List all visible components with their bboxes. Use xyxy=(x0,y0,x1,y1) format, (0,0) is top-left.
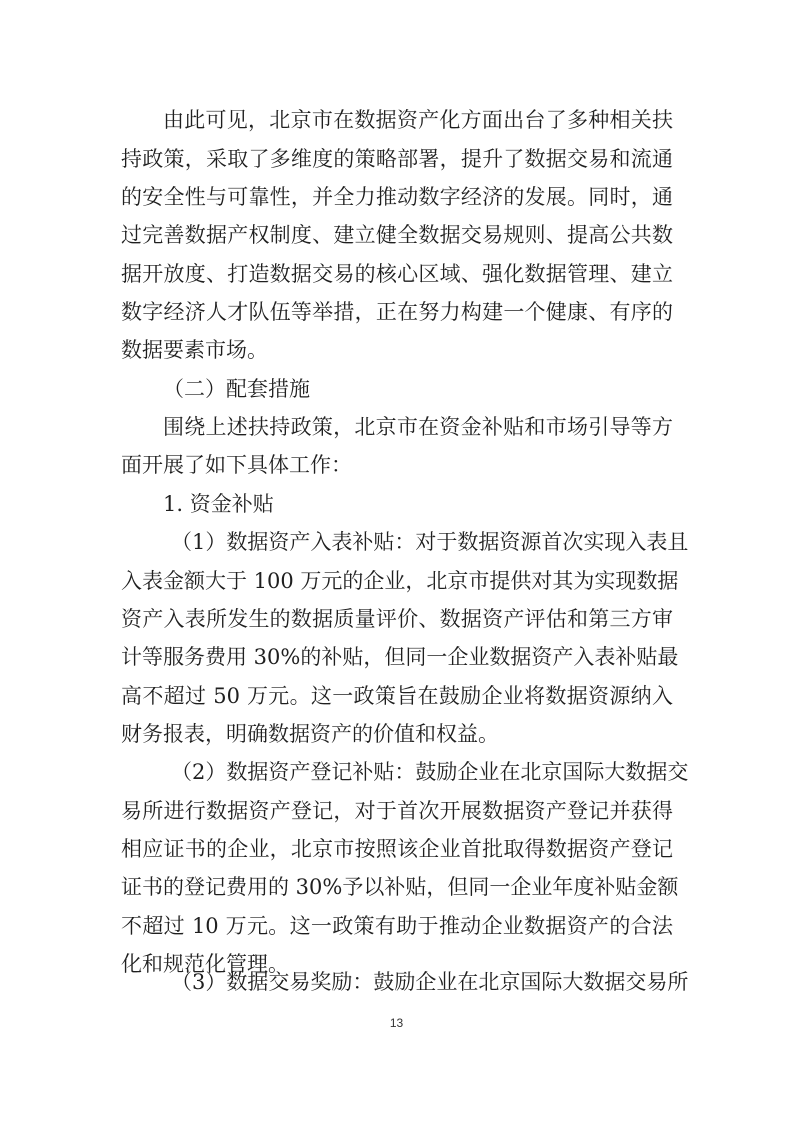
paragraph-line: 数据要素市场。 xyxy=(121,338,268,362)
paragraph-line: 相应证书的企业，北京市按照该企业首批取得数据资产登记 xyxy=(121,837,673,861)
paragraph-line: 计等服务费用 30%的补贴，但同一企业数据资产入表补贴最 xyxy=(121,645,679,669)
subsection-heading: 1. 资金补贴 xyxy=(163,492,274,516)
paragraph-line: 入表金额大于 100 万元的企业，北京市提供对其为实现数据 xyxy=(121,569,679,593)
paragraph-line: 易所进行数据资产登记，对于首次开展数据资产登记并获得 xyxy=(121,799,673,823)
paragraph-line: 过完善数据产权制度、建立健全数据交易规则、提高公共数 xyxy=(121,223,673,247)
page-number: 13 xyxy=(389,1016,404,1030)
paragraph-line: 数字经济人才队伍等举措，正在努力构建一个健康、有序的 xyxy=(121,300,673,324)
paragraph-line: 资产入表所发生的数据质量评价、数据资产评估和第三方审 xyxy=(121,607,673,631)
paragraph-line: 据开放度、打造数据交易的核心区域、强化数据管理、建立 xyxy=(121,262,673,286)
section-heading: （二）配套措施 xyxy=(163,377,310,401)
paragraph-line: 围绕上述扶持政策，北京市在资金补贴和市场引导等方 xyxy=(163,415,673,439)
paragraph-line: （2）数据资产登记补贴：鼓励企业在北京国际大数据交 xyxy=(171,760,689,784)
paragraph-line: （1）数据资产入表补贴：对于数据资源首次实现入表且 xyxy=(171,530,689,554)
paragraph-line: 面开展了如下具体工作： xyxy=(121,453,352,477)
paragraph-line: 化和规范化管理。 xyxy=(121,952,289,976)
paragraph-line: （3）数据交易奖励：鼓励企业在北京国际大数据交易所 xyxy=(171,970,689,994)
paragraph-line: 不超过 10 万元。这一政策有助于推动企业数据资产的合法 xyxy=(121,914,673,938)
paragraph-line: 高不超过 50 万元。这一政策旨在鼓励企业将数据资源纳入 xyxy=(121,684,673,708)
paragraph-line: 由此可见，北京市在数据资产化方面出台了多种相关扶 xyxy=(163,108,673,132)
paragraph-line: 证书的登记费用的 30%予以补贴，但同一企业年度补贴金额 xyxy=(121,875,679,899)
paragraph-line: 的安全性与可靠性，并全力推动数字经济的发展。同时，通 xyxy=(121,185,673,209)
paragraph-line: 持政策，采取了多维度的策略部署，提升了数据交易和流通 xyxy=(121,147,673,171)
paragraph-line: 财务报表，明确数据资产的价值和权益。 xyxy=(121,722,499,746)
